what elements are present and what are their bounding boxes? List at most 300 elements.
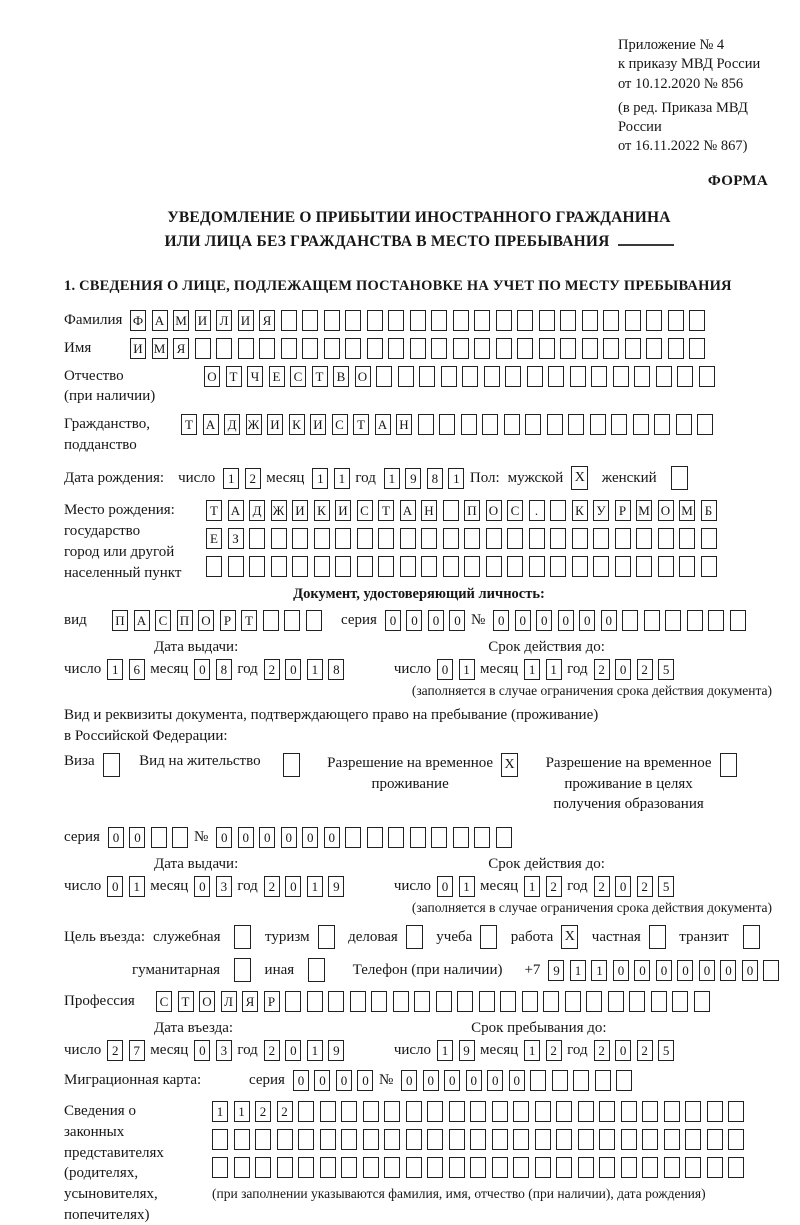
form-cell[interactable]: К	[314, 500, 330, 521]
form-cell[interactable]: 2	[637, 876, 653, 897]
form-cell[interactable]	[302, 310, 318, 331]
form-cell[interactable]	[668, 310, 684, 331]
form-cell[interactable]	[625, 310, 641, 331]
form-cell[interactable]: 9	[405, 468, 421, 489]
form-cell[interactable]: Т	[226, 366, 242, 387]
form-cell[interactable]	[431, 827, 447, 848]
form-cell[interactable]: 1	[234, 1101, 250, 1122]
form-cell[interactable]	[492, 1129, 508, 1150]
form-cell[interactable]	[357, 556, 373, 577]
form-cell[interactable]	[281, 310, 297, 331]
form-cell[interactable]	[664, 1129, 680, 1150]
form-cell[interactable]	[234, 925, 251, 949]
form-cell[interactable]	[590, 414, 606, 435]
form-cell[interactable]: И	[335, 500, 351, 521]
form-cell[interactable]: 5	[658, 1040, 674, 1061]
form-cell[interactable]	[484, 366, 500, 387]
form-cell[interactable]: С	[507, 500, 523, 521]
form-cell[interactable]: 8	[427, 468, 443, 489]
form-cell[interactable]	[255, 1129, 271, 1150]
form-cell[interactable]: Н	[421, 500, 437, 521]
form-cell[interactable]: О	[355, 366, 371, 387]
form-cell[interactable]	[367, 827, 383, 848]
form-cell[interactable]: Ж	[271, 500, 287, 521]
form-cell[interactable]: А	[152, 310, 168, 331]
form-cell[interactable]	[595, 1070, 611, 1091]
form-cell[interactable]	[572, 556, 588, 577]
form-cell[interactable]	[560, 310, 576, 331]
form-cell[interactable]	[406, 925, 423, 949]
form-cell[interactable]	[406, 1101, 422, 1122]
form-cell[interactable]	[449, 1101, 465, 1122]
form-cell[interactable]	[335, 556, 351, 577]
form-cell[interactable]: 9	[548, 960, 564, 981]
form-cell[interactable]: 0	[285, 659, 301, 680]
form-cell[interactable]	[599, 1157, 615, 1178]
form-cell[interactable]: А	[134, 610, 150, 631]
form-cell[interactable]	[671, 466, 688, 490]
form-cell[interactable]	[249, 528, 265, 549]
form-cell[interactable]: М	[636, 500, 652, 521]
form-cell[interactable]	[464, 556, 480, 577]
form-cell[interactable]: Е	[206, 528, 222, 549]
form-cell[interactable]: 1	[591, 960, 607, 981]
form-cell[interactable]: 0	[699, 960, 715, 981]
form-cell[interactable]: А	[400, 500, 416, 521]
form-cell[interactable]: .	[529, 500, 545, 521]
form-cell[interactable]: Р	[220, 610, 236, 631]
form-cell[interactable]: Т	[353, 414, 369, 435]
form-cell[interactable]	[292, 528, 308, 549]
form-cell[interactable]: Я	[259, 310, 275, 331]
form-cell[interactable]	[763, 960, 779, 981]
form-cell[interactable]	[341, 1101, 357, 1122]
form-cell[interactable]: 0	[302, 827, 318, 848]
form-cell[interactable]: 0	[615, 1040, 631, 1061]
form-cell[interactable]	[513, 1129, 529, 1150]
form-cell[interactable]	[285, 991, 301, 1012]
form-cell[interactable]: 0	[466, 1070, 482, 1091]
form-cell[interactable]: С	[357, 500, 373, 521]
form-cell[interactable]	[470, 1129, 486, 1150]
form-cell[interactable]: Т	[178, 991, 194, 1012]
form-cell[interactable]	[324, 310, 340, 331]
form-cell[interactable]	[341, 1129, 357, 1150]
form-cell[interactable]: 7	[129, 1040, 145, 1061]
form-cell[interactable]: 0	[324, 827, 340, 848]
form-cell[interactable]: 1	[524, 876, 540, 897]
form-cell[interactable]	[431, 310, 447, 331]
form-cell[interactable]	[593, 528, 609, 549]
form-cell[interactable]: 1	[334, 468, 350, 489]
form-cell[interactable]	[728, 1129, 744, 1150]
form-cell[interactable]	[689, 310, 705, 331]
form-cell[interactable]	[573, 1070, 589, 1091]
form-cell[interactable]	[335, 528, 351, 549]
form-cell[interactable]	[616, 1070, 632, 1091]
form-cell[interactable]	[443, 500, 459, 521]
form-cell[interactable]	[679, 528, 695, 549]
form-cell[interactable]	[453, 827, 469, 848]
form-cell[interactable]	[474, 827, 490, 848]
form-cell[interactable]	[636, 528, 652, 549]
form-cell[interactable]	[625, 338, 641, 359]
form-cell[interactable]	[306, 610, 322, 631]
form-cell[interactable]	[646, 310, 662, 331]
form-cell[interactable]	[418, 414, 434, 435]
form-cell[interactable]: 0	[129, 827, 145, 848]
form-cell[interactable]: О	[486, 500, 502, 521]
form-cell[interactable]: 1	[307, 1040, 323, 1061]
form-cell[interactable]: 0	[742, 960, 758, 981]
form-cell[interactable]	[298, 1129, 314, 1150]
form-cell[interactable]	[249, 556, 265, 577]
form-cell[interactable]: Л	[221, 991, 237, 1012]
form-cell[interactable]: 0	[515, 610, 531, 631]
form-cell[interactable]: 1	[312, 468, 328, 489]
form-cell[interactable]	[492, 1157, 508, 1178]
form-cell[interactable]	[665, 610, 681, 631]
form-cell[interactable]	[419, 366, 435, 387]
form-cell[interactable]	[421, 528, 437, 549]
form-cell[interactable]	[550, 528, 566, 549]
form-cell[interactable]	[486, 556, 502, 577]
form-cell[interactable]	[431, 338, 447, 359]
form-cell[interactable]: 0	[238, 827, 254, 848]
form-cell[interactable]	[664, 1157, 680, 1178]
form-cell[interactable]: 0	[444, 1070, 460, 1091]
form-cell[interactable]	[507, 556, 523, 577]
form-cell[interactable]	[572, 528, 588, 549]
form-cell[interactable]	[539, 310, 555, 331]
form-cell[interactable]	[367, 338, 383, 359]
form-cell[interactable]	[728, 1157, 744, 1178]
form-cell[interactable]: 1	[546, 659, 562, 680]
form-cell[interactable]	[720, 753, 737, 777]
form-cell[interactable]: 0	[615, 876, 631, 897]
form-cell[interactable]	[651, 991, 667, 1012]
form-cell[interactable]	[406, 1157, 422, 1178]
form-cell[interactable]	[195, 338, 211, 359]
form-cell[interactable]	[427, 1101, 443, 1122]
form-cell[interactable]	[486, 528, 502, 549]
form-cell[interactable]: 9	[328, 876, 344, 897]
form-cell[interactable]	[527, 366, 543, 387]
form-cell[interactable]: 0	[437, 659, 453, 680]
form-cell[interactable]: Я	[173, 338, 189, 359]
form-cell[interactable]: З	[228, 528, 244, 549]
form-cell[interactable]: 0	[613, 960, 629, 981]
form-cell[interactable]	[320, 1101, 336, 1122]
form-cell[interactable]: 0	[285, 876, 301, 897]
form-cell[interactable]	[570, 366, 586, 387]
form-cell[interactable]	[633, 414, 649, 435]
form-cell[interactable]: X	[501, 753, 518, 777]
form-cell[interactable]	[701, 556, 717, 577]
form-cell[interactable]: 0	[194, 659, 210, 680]
form-cell[interactable]: 2	[264, 1040, 280, 1061]
form-cell[interactable]	[474, 338, 490, 359]
form-cell[interactable]	[482, 414, 498, 435]
form-cell[interactable]: И	[292, 500, 308, 521]
form-cell[interactable]	[345, 827, 361, 848]
form-cell[interactable]	[441, 366, 457, 387]
form-cell[interactable]: Т	[378, 500, 394, 521]
form-cell[interactable]	[701, 528, 717, 549]
form-cell[interactable]: X	[571, 466, 588, 490]
form-cell[interactable]: А	[375, 414, 391, 435]
form-cell[interactable]	[676, 414, 692, 435]
form-cell[interactable]: 0	[720, 960, 736, 981]
form-cell[interactable]	[578, 1101, 594, 1122]
form-cell[interactable]: Я	[242, 991, 258, 1012]
form-cell[interactable]: 0	[314, 1070, 330, 1091]
form-cell[interactable]	[410, 827, 426, 848]
form-cell[interactable]	[728, 1101, 744, 1122]
form-cell[interactable]: Ф	[130, 310, 146, 331]
form-cell[interactable]: 6	[129, 659, 145, 680]
form-cell[interactable]: 0	[285, 1040, 301, 1061]
form-cell[interactable]	[283, 753, 300, 777]
form-cell[interactable]	[565, 991, 581, 1012]
form-cell[interactable]	[461, 414, 477, 435]
form-cell[interactable]: 2	[107, 1040, 123, 1061]
form-cell[interactable]	[529, 528, 545, 549]
form-cell[interactable]	[568, 414, 584, 435]
form-cell[interactable]: Н	[396, 414, 412, 435]
form-cell[interactable]	[608, 991, 624, 1012]
form-cell[interactable]: В	[333, 366, 349, 387]
form-cell[interactable]: Т	[181, 414, 197, 435]
form-cell[interactable]	[658, 556, 674, 577]
form-cell[interactable]: 1	[570, 960, 586, 981]
form-cell[interactable]: 0	[579, 610, 595, 631]
form-cell[interactable]: 2	[594, 876, 610, 897]
form-cell[interactable]: 0	[406, 610, 422, 631]
form-cell[interactable]: 0	[385, 610, 401, 631]
form-cell[interactable]	[443, 556, 459, 577]
form-cell[interactable]	[393, 991, 409, 1012]
form-cell[interactable]	[578, 1129, 594, 1150]
form-cell[interactable]: 0	[194, 1040, 210, 1061]
form-cell[interactable]	[685, 1101, 701, 1122]
form-cell[interactable]	[529, 556, 545, 577]
form-cell[interactable]	[443, 528, 459, 549]
form-cell[interactable]: 0	[107, 876, 123, 897]
form-cell[interactable]	[615, 556, 631, 577]
form-cell[interactable]: 1	[223, 468, 239, 489]
form-cell[interactable]	[492, 1101, 508, 1122]
form-cell[interactable]	[582, 338, 598, 359]
form-cell[interactable]	[599, 1101, 615, 1122]
form-cell[interactable]: 8	[328, 659, 344, 680]
form-cell[interactable]: 0	[108, 827, 124, 848]
form-cell[interactable]: Б	[701, 500, 717, 521]
form-cell[interactable]	[535, 1129, 551, 1150]
form-cell[interactable]	[302, 338, 318, 359]
form-cell[interactable]: 2	[594, 659, 610, 680]
form-cell[interactable]: П	[464, 500, 480, 521]
form-cell[interactable]: 3	[216, 876, 232, 897]
form-cell[interactable]	[281, 338, 297, 359]
form-cell[interactable]	[642, 1129, 658, 1150]
form-cell[interactable]	[271, 556, 287, 577]
form-cell[interactable]	[238, 338, 254, 359]
form-cell[interactable]	[308, 958, 325, 982]
form-cell[interactable]	[206, 556, 222, 577]
form-cell[interactable]	[103, 753, 120, 777]
form-cell[interactable]	[496, 338, 512, 359]
form-cell[interactable]	[480, 925, 497, 949]
form-cell[interactable]	[427, 1157, 443, 1178]
form-cell[interactable]	[172, 827, 188, 848]
form-cell[interactable]: С	[332, 414, 348, 435]
form-cell[interactable]	[552, 1070, 568, 1091]
form-cell[interactable]	[234, 958, 251, 982]
form-cell[interactable]: А	[203, 414, 219, 435]
form-cell[interactable]: И	[238, 310, 254, 331]
form-cell[interactable]	[730, 610, 746, 631]
form-cell[interactable]	[410, 310, 426, 331]
form-cell[interactable]	[449, 1157, 465, 1178]
form-cell[interactable]	[474, 310, 490, 331]
form-cell[interactable]	[384, 1129, 400, 1150]
form-cell[interactable]: А	[228, 500, 244, 521]
form-cell[interactable]: 0	[601, 610, 617, 631]
form-cell[interactable]	[507, 528, 523, 549]
form-cell[interactable]: И	[130, 338, 146, 359]
form-cell[interactable]: 0	[449, 610, 465, 631]
form-cell[interactable]	[654, 414, 670, 435]
form-cell[interactable]	[550, 556, 566, 577]
form-cell[interactable]	[629, 991, 645, 1012]
form-cell[interactable]	[357, 528, 373, 549]
form-cell[interactable]	[277, 1129, 293, 1150]
form-cell[interactable]	[578, 1157, 594, 1178]
form-cell[interactable]: П	[112, 610, 128, 631]
form-cell[interactable]	[496, 827, 512, 848]
form-cell[interactable]: 3	[216, 1040, 232, 1061]
form-cell[interactable]	[642, 1101, 658, 1122]
form-cell[interactable]	[277, 1157, 293, 1178]
form-cell[interactable]: С	[290, 366, 306, 387]
form-cell[interactable]	[694, 991, 710, 1012]
form-cell[interactable]: 1	[459, 876, 475, 897]
form-cell[interactable]	[599, 1129, 615, 1150]
form-cell[interactable]	[708, 610, 724, 631]
form-cell[interactable]	[550, 500, 566, 521]
form-cell[interactable]	[427, 1129, 443, 1150]
form-cell[interactable]: 8	[216, 659, 232, 680]
form-cell[interactable]	[621, 1157, 637, 1178]
form-cell[interactable]: С	[155, 610, 171, 631]
form-cell[interactable]: 0	[509, 1070, 525, 1091]
form-cell[interactable]: К	[572, 500, 588, 521]
form-cell[interactable]: 0	[293, 1070, 309, 1091]
form-cell[interactable]: 0	[656, 960, 672, 981]
form-cell[interactable]	[212, 1129, 228, 1150]
form-cell[interactable]	[314, 556, 330, 577]
form-cell[interactable]: 0	[437, 876, 453, 897]
form-cell[interactable]	[314, 528, 330, 549]
form-cell[interactable]	[672, 991, 688, 1012]
form-cell[interactable]: Т	[312, 366, 328, 387]
form-cell[interactable]: 5	[658, 876, 674, 897]
form-cell[interactable]	[539, 338, 555, 359]
form-cell[interactable]	[212, 1157, 228, 1178]
form-cell[interactable]	[470, 1101, 486, 1122]
form-cell[interactable]	[743, 925, 760, 949]
form-cell[interactable]	[611, 414, 627, 435]
form-cell[interactable]	[535, 1157, 551, 1178]
form-cell[interactable]	[414, 991, 430, 1012]
form-cell[interactable]: О	[198, 610, 214, 631]
form-cell[interactable]	[615, 528, 631, 549]
form-cell[interactable]	[318, 925, 335, 949]
form-cell[interactable]: М	[173, 310, 189, 331]
form-cell[interactable]	[371, 991, 387, 1012]
form-cell[interactable]	[697, 414, 713, 435]
form-cell[interactable]: 2	[277, 1101, 293, 1122]
form-cell[interactable]: 0	[216, 827, 232, 848]
form-cell[interactable]	[453, 338, 469, 359]
form-cell[interactable]: И	[195, 310, 211, 331]
form-cell[interactable]	[462, 366, 478, 387]
form-cell[interactable]	[656, 366, 672, 387]
form-cell[interactable]	[664, 1101, 680, 1122]
form-cell[interactable]: 2	[546, 876, 562, 897]
form-cell[interactable]	[324, 338, 340, 359]
form-cell[interactable]: 0	[281, 827, 297, 848]
form-cell[interactable]	[699, 366, 715, 387]
form-cell[interactable]: Р	[264, 991, 280, 1012]
form-cell[interactable]	[496, 310, 512, 331]
form-cell[interactable]	[547, 414, 563, 435]
form-cell[interactable]: 1	[524, 1040, 540, 1061]
form-cell[interactable]	[298, 1157, 314, 1178]
form-cell[interactable]	[685, 1157, 701, 1178]
form-cell[interactable]	[350, 991, 366, 1012]
form-cell[interactable]	[622, 610, 638, 631]
form-cell[interactable]: 9	[328, 1040, 344, 1061]
form-cell[interactable]: 5	[658, 659, 674, 680]
form-cell[interactable]: Л	[216, 310, 232, 331]
form-cell[interactable]: 0	[536, 610, 552, 631]
form-cell[interactable]	[234, 1129, 250, 1150]
form-cell[interactable]	[263, 610, 279, 631]
form-cell[interactable]	[378, 556, 394, 577]
form-cell[interactable]: 1	[384, 468, 400, 489]
form-cell[interactable]	[535, 1101, 551, 1122]
form-cell[interactable]	[367, 310, 383, 331]
form-cell[interactable]	[679, 556, 695, 577]
form-cell[interactable]	[586, 991, 602, 1012]
form-cell[interactable]	[388, 827, 404, 848]
form-cell[interactable]: 2	[594, 1040, 610, 1061]
form-cell[interactable]: 1	[129, 876, 145, 897]
form-cell[interactable]: Т	[206, 500, 222, 521]
form-cell[interactable]	[530, 1070, 546, 1091]
form-cell[interactable]	[328, 991, 344, 1012]
form-cell[interactable]: 1	[107, 659, 123, 680]
form-cell[interactable]	[151, 827, 167, 848]
form-cell[interactable]	[517, 310, 533, 331]
form-cell[interactable]	[649, 925, 666, 949]
form-cell[interactable]: 1	[437, 1040, 453, 1061]
form-cell[interactable]: О	[658, 500, 674, 521]
form-cell[interactable]: X	[561, 925, 578, 949]
form-cell[interactable]	[470, 1157, 486, 1178]
